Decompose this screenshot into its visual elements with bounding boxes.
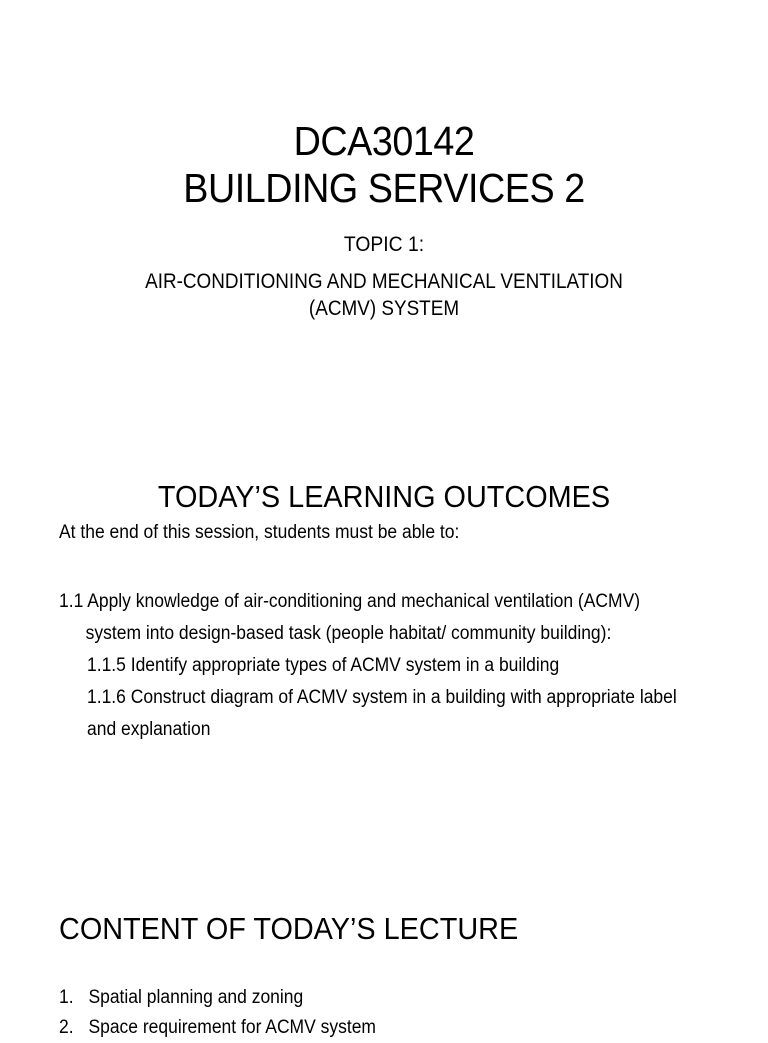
- sub-outcome-1-1-5: [87, 650, 559, 682]
- list-item-text: Spatial planning and zoning: [88, 987, 304, 1008]
- list-item-number: 2.: [59, 1017, 74, 1038]
- list-item: [59, 983, 376, 1013]
- main-learning-outcome: [59, 586, 640, 650]
- course-code: DCA30142: [293, 118, 475, 164]
- sub-outcome-text: 1.1.5 Identify appropriate types of ACMV system in a building: [87, 655, 560, 676]
- topic-title-line-1: AIR-CONDITIONING AND MECHANICAL VENTILATION: [145, 270, 623, 293]
- topic-block: [0, 232, 768, 322]
- topic-title: [38, 268, 729, 322]
- topic-label: TOPIC 1:: [343, 233, 425, 256]
- list-item-number: 1.: [59, 987, 74, 1008]
- list-item-text: Space requirement for ACMV system: [88, 1017, 377, 1038]
- list-item: [59, 1013, 376, 1043]
- main-outcome-line-1: 1.1 Apply knowledge of air-conditioning and mechanical ventilation (ACMV): [59, 591, 641, 612]
- sub-outcome-text-line-1: 1.1.6 Construct diagram of ACMV system in a building with appropriate label: [87, 687, 677, 708]
- learning-outcomes-heading: TODAY’S LEARNING OUTCOMES: [157, 479, 611, 514]
- learning-outcomes-intro: At the end of this session, students must be able to:: [59, 522, 460, 543]
- lecture-content-list: [59, 983, 376, 1043]
- main-outcome-line-2: system into design-based task (people habitat/ community building):: [85, 623, 612, 644]
- lecture-content-heading: CONTENT OF TODAY’S LECTURE: [59, 911, 519, 946]
- topic-title-line-2: (ACMV) SYSTEM: [308, 297, 460, 320]
- sub-outcome-text-line-2: and explanation: [87, 719, 211, 740]
- sub-outcome-1-1-6: [87, 682, 677, 746]
- course-name: BUILDING SERVICES 2: [183, 165, 585, 211]
- title-block: [0, 118, 768, 212]
